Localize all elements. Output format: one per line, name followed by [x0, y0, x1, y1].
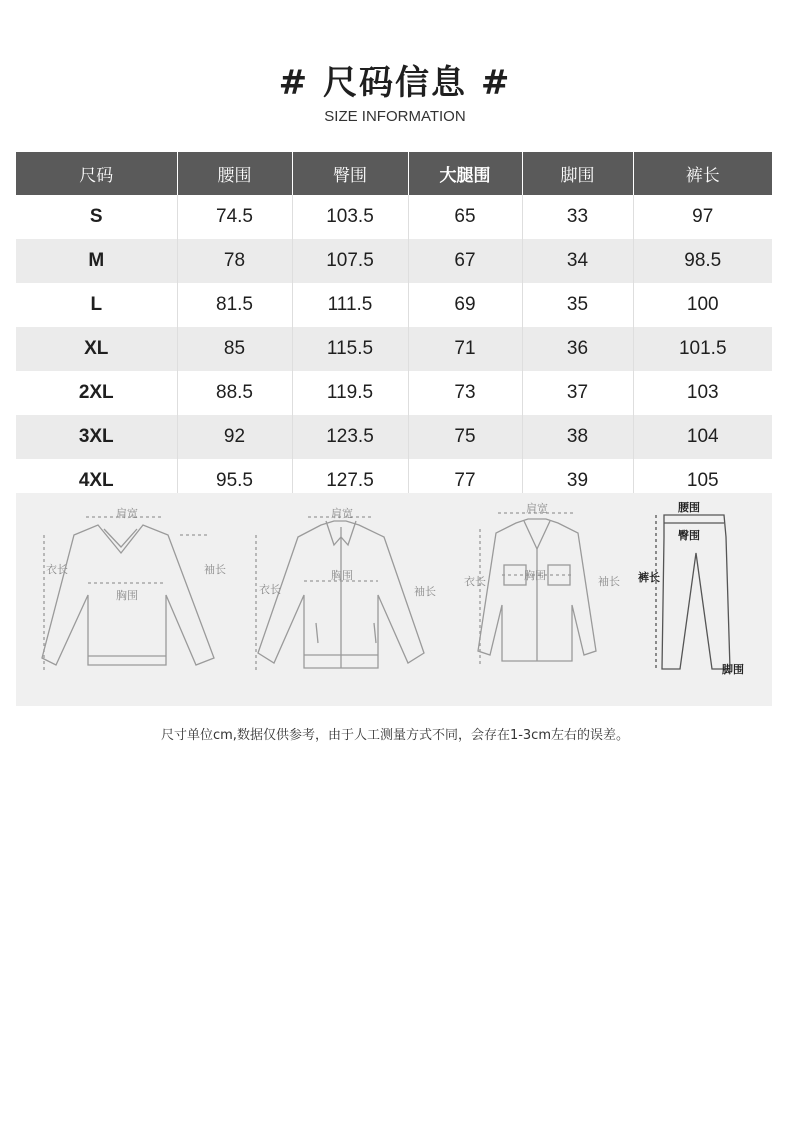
table-cell: 123.5: [292, 415, 408, 459]
table-cell: 107.5: [292, 239, 408, 283]
table-row: [16, 283, 772, 327]
size-cell: 3XL: [16, 415, 177, 459]
table-cell: 33: [522, 195, 633, 239]
table-cell: 101.5: [633, 327, 772, 371]
shirt-length-label: 衣长: [464, 575, 486, 588]
pants-hip-label: 臀围: [678, 529, 700, 542]
table-cell: 104: [633, 415, 772, 459]
table-cell: 78: [177, 239, 292, 283]
measurement-diagrams: [16, 493, 772, 706]
table-cell: 92: [177, 415, 292, 459]
size-table: [16, 152, 772, 503]
shirt-shoulder-label: 肩宽: [526, 502, 548, 515]
pants-length-label: 裤长: [638, 571, 660, 584]
shirt-chest-label: 胸围: [524, 569, 546, 582]
table-cell: 73: [408, 371, 522, 415]
shirt-sleeve-label: 袖长: [598, 575, 620, 588]
table-cell: 127.5: [292, 459, 408, 503]
jacket-length-label: 衣长: [259, 583, 281, 596]
size-cell: 2XL: [16, 371, 177, 415]
jacket-sleeve-label: 袖长: [414, 585, 436, 598]
table-cell: 105: [633, 459, 772, 503]
table-row: [16, 195, 772, 239]
table-cell: 95.5: [177, 459, 292, 503]
size-cell: S: [16, 195, 177, 239]
pants-hem-label: 脚围: [722, 663, 744, 676]
column-header-thigh: 大腿围: [408, 152, 522, 195]
table-cell: 111.5: [292, 283, 408, 327]
table-cell: 74.5: [177, 195, 292, 239]
table-row: [16, 415, 772, 459]
table-cell: 38: [522, 415, 633, 459]
table-cell: 36: [522, 327, 633, 371]
size-cell: 4XL: [16, 459, 177, 503]
sweater-shoulder-label: 肩宽: [116, 507, 138, 520]
table-cell: 35: [522, 283, 633, 327]
table-cell: 103.5: [292, 195, 408, 239]
page-subtitle: SIZE INFORMATION: [324, 108, 466, 125]
table-cell: 97: [633, 195, 772, 239]
jacket-shoulder-label: 肩宽: [331, 507, 353, 520]
table-row: [16, 239, 772, 283]
table-cell: 71: [408, 327, 522, 371]
table-cell: 39: [522, 459, 633, 503]
table-cell: 98.5: [633, 239, 772, 283]
size-cell: XL: [16, 327, 177, 371]
table-cell: 77: [408, 459, 522, 503]
size-cell: L: [16, 283, 177, 327]
table-row: [16, 371, 772, 415]
column-header-hip: 臀围: [292, 152, 408, 195]
table-cell: 119.5: [292, 371, 408, 415]
table-cell: 37: [522, 371, 633, 415]
table-cell: 34: [522, 239, 633, 283]
table-cell: 85: [177, 327, 292, 371]
table-cell: 81.5: [177, 283, 292, 327]
measurement-note: 尺寸单位cm,数据仅供参考，由于人工测量方式不同，会存在1-3cm左右的误差。: [161, 728, 629, 743]
sweater-chest-label: 胸围: [116, 589, 138, 602]
pants-waist-label: 腰围: [678, 501, 700, 514]
jacket-chest-label: 胸围: [331, 569, 353, 582]
sweater-diagram: [42, 506, 226, 671]
sweater-sleeve-label: 袖长: [204, 563, 226, 576]
column-header-hem: 脚围: [522, 152, 633, 195]
sweater-length-label: 衣长: [46, 563, 68, 576]
shirt-diagram: [464, 501, 620, 667]
column-header-waist: 腰围: [177, 152, 292, 195]
table-cell: 115.5: [292, 327, 408, 371]
column-header-length: 裤长: [633, 152, 772, 195]
jacket-diagram: [256, 506, 436, 671]
table-cell: 100: [633, 283, 772, 327]
table-header-row: [16, 152, 772, 195]
table-cell: 65: [408, 195, 522, 239]
page-title: # 尺码信息 #: [278, 63, 512, 103]
pants-diagram: [638, 500, 744, 676]
table-row: [16, 327, 772, 371]
table-cell: 103: [633, 371, 772, 415]
table-cell: 69: [408, 283, 522, 327]
size-cell: M: [16, 239, 177, 283]
column-header-size: 尺码: [16, 152, 177, 195]
table-cell: 88.5: [177, 371, 292, 415]
table-cell: 75: [408, 415, 522, 459]
table-cell: 67: [408, 239, 522, 283]
